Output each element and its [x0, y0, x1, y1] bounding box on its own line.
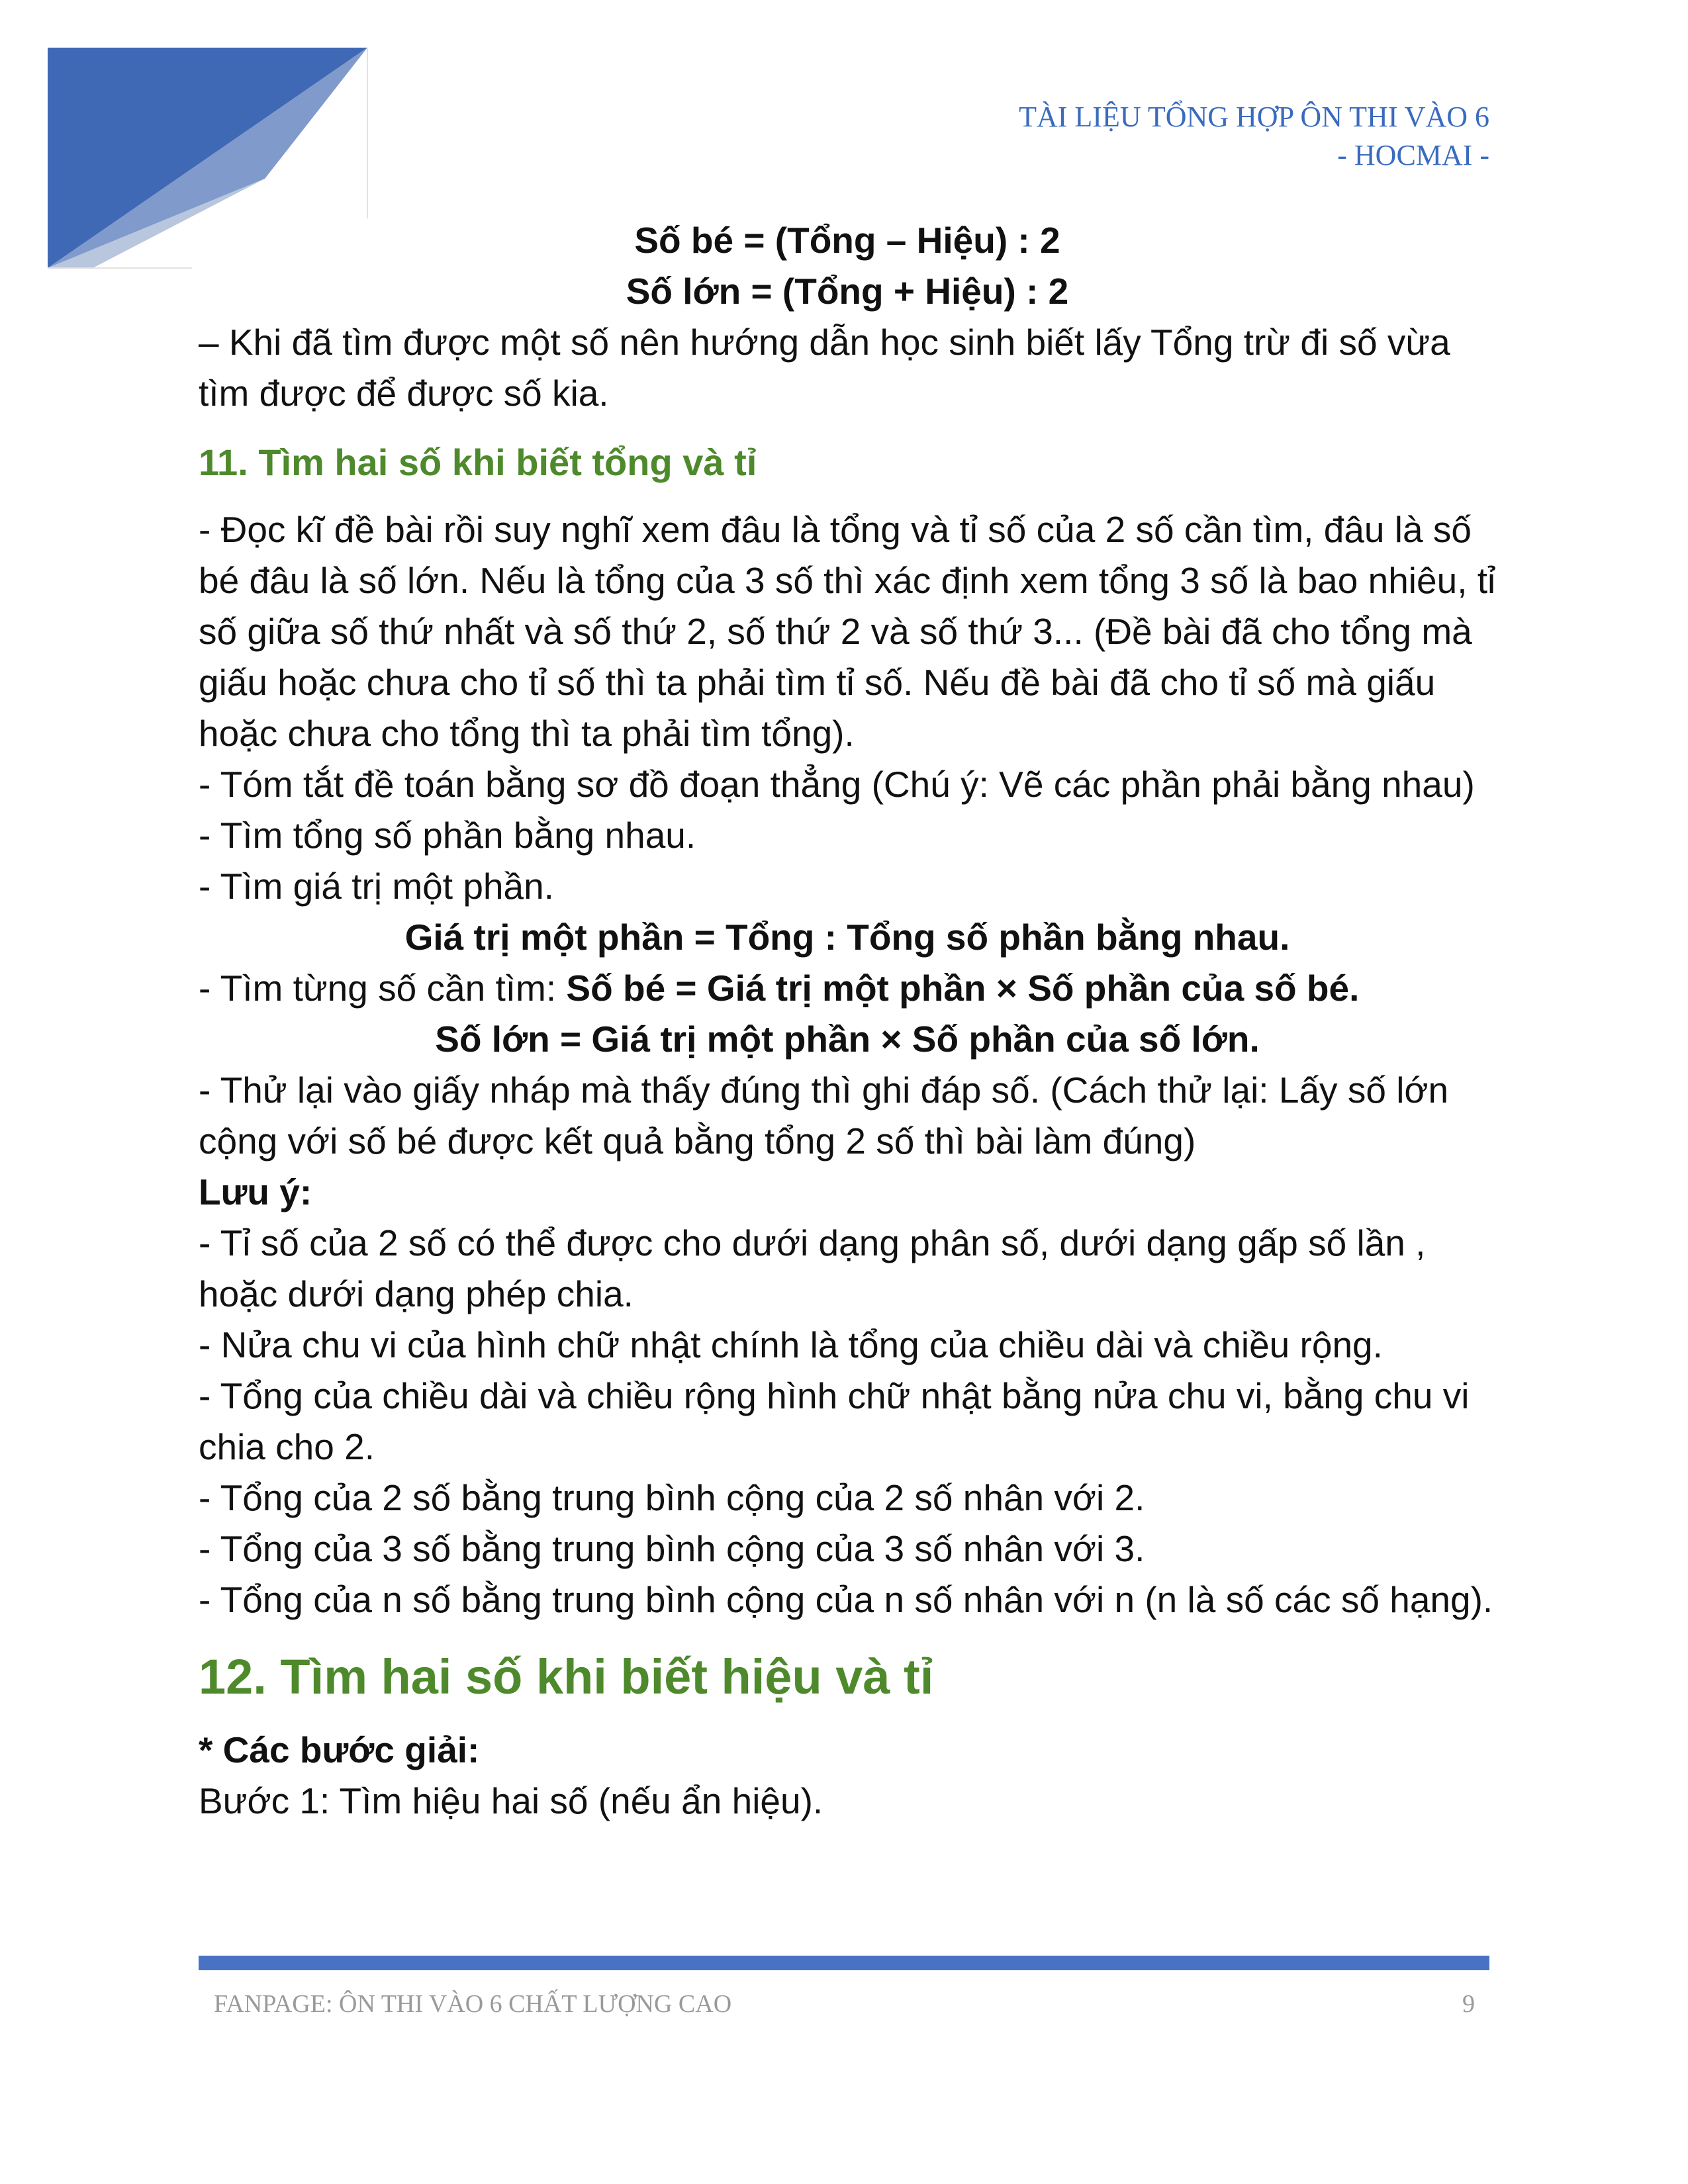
list-item: - Nửa chu vi của hình chữ nhật chính là tổng của chiều dài và chiều rộng. — [199, 1324, 1383, 1365]
paragraph: Bước 1: Tìm hiệu hai số (nếu ẩn hiệu). — [199, 1780, 823, 1821]
list-item: - Tổng của 2 số bằng trung bình cộng của 2 số nhân với 2. — [199, 1477, 1145, 1518]
paragraph — [199, 963, 1496, 1014]
paragraph: - Tìm tổng số phần bằng nhau. — [199, 815, 696, 856]
paragraph: - Tìm giá trị một phần. — [199, 866, 554, 907]
header-title: TÀI LIỆU TỔNG HỢP ÔN THI VÀO 6 — [1019, 101, 1489, 133]
footer-fanpage: FANPAGE: ÔN THI VÀO 6 CHẤT LƯỢNG CAO — [214, 1990, 732, 2018]
formula-large-number-parts: Số lớn = Giá trị một phần × Số phần của số lớn. — [435, 1019, 1260, 1060]
step-prefix: - Tìm từng số cần tìm: — [199, 968, 567, 1009]
paragraph: - Tóm tắt đề toán bằng sơ đồ đoạn thẳng (Chú ý: Vẽ các phần phải bằng nhau) — [199, 764, 1475, 805]
page-header — [1019, 98, 1489, 175]
page-footer — [214, 1989, 1475, 2019]
header-subtitle: - HOCMAI - — [1337, 139, 1489, 171]
section-12-heading: 12. Tìm hai số khi biết hiệu và tỉ — [199, 1649, 934, 1704]
section-11-heading: 11. Tìm hai số khi biết tổng và tỉ — [199, 441, 757, 483]
list-item: - Tỉ số của 2 số có thể được cho dưới dạng phân số, dưới dạng gấp số lần , hoặc dưới dạng phép chia. — [199, 1222, 1426, 1314]
list-item: - Tổng của chiều dài và chiều rộng hình chữ nhật bằng nửa chu vi, bằng chu vi chia cho 2. — [199, 1375, 1470, 1467]
list-item: - Tổng của n số bằng trung bình cộng của n số nhân với n (n là số các số hạng). — [199, 1579, 1493, 1620]
document-body — [199, 215, 1496, 1827]
formula-small-number: Số bé = (Tổng – Hiệu) : 2 — [634, 220, 1060, 261]
paragraph: – Khi đã tìm được một số nên hướng dẫn học sinh biết lấy Tổng trừ đi số vừa tìm được để được số kia. — [199, 322, 1450, 414]
paragraph: - Thử lại vào giấy nháp mà thấy đúng thì ghi đáp số. (Cách thử lại: Lấy số lớn cộng với số bé được kết quả bằng tổng 2 số thì bài làm đúng) — [199, 1069, 1449, 1161]
formula-small-number-parts: Số bé = Giá trị một phần × Số phần của số bé. — [566, 968, 1360, 1009]
page-number: 9 — [1462, 1990, 1475, 2018]
paragraph: - Đọc kĩ đề bài rồi suy nghĩ xem đâu là tổng và tỉ số của 2 số cần tìm, đâu là số bé đâu là số lớn. Nếu là tổng của 3 số thì xác định xem tổng 3 số là bao nhiêu, tỉ số giữa số thứ nhất và số thứ 2, số thứ 2 và số thứ 3... (Đề bài đã cho tổng mà giấu hoặc chưa cho tỉ số thì ta phải tìm tỉ số. Nếu đề bài đã cho tỉ số mà giấu hoặc chưa cho tổng thì ta phải tìm tổng). — [199, 509, 1496, 754]
note-title: Lưu ý: — [199, 1171, 312, 1212]
formula-part-value: Giá trị một phần = Tổng : Tổng số phần bằng nhau. — [404, 917, 1290, 958]
formula-large-number: Số lớn = (Tổng + Hiệu) : 2 — [626, 271, 1069, 312]
list-item: - Tổng của 3 số bằng trung bình cộng của 3 số nhân với 3. — [199, 1528, 1145, 1569]
footer-rule — [199, 1956, 1489, 1970]
steps-title: * Các bước giải: — [199, 1729, 480, 1770]
